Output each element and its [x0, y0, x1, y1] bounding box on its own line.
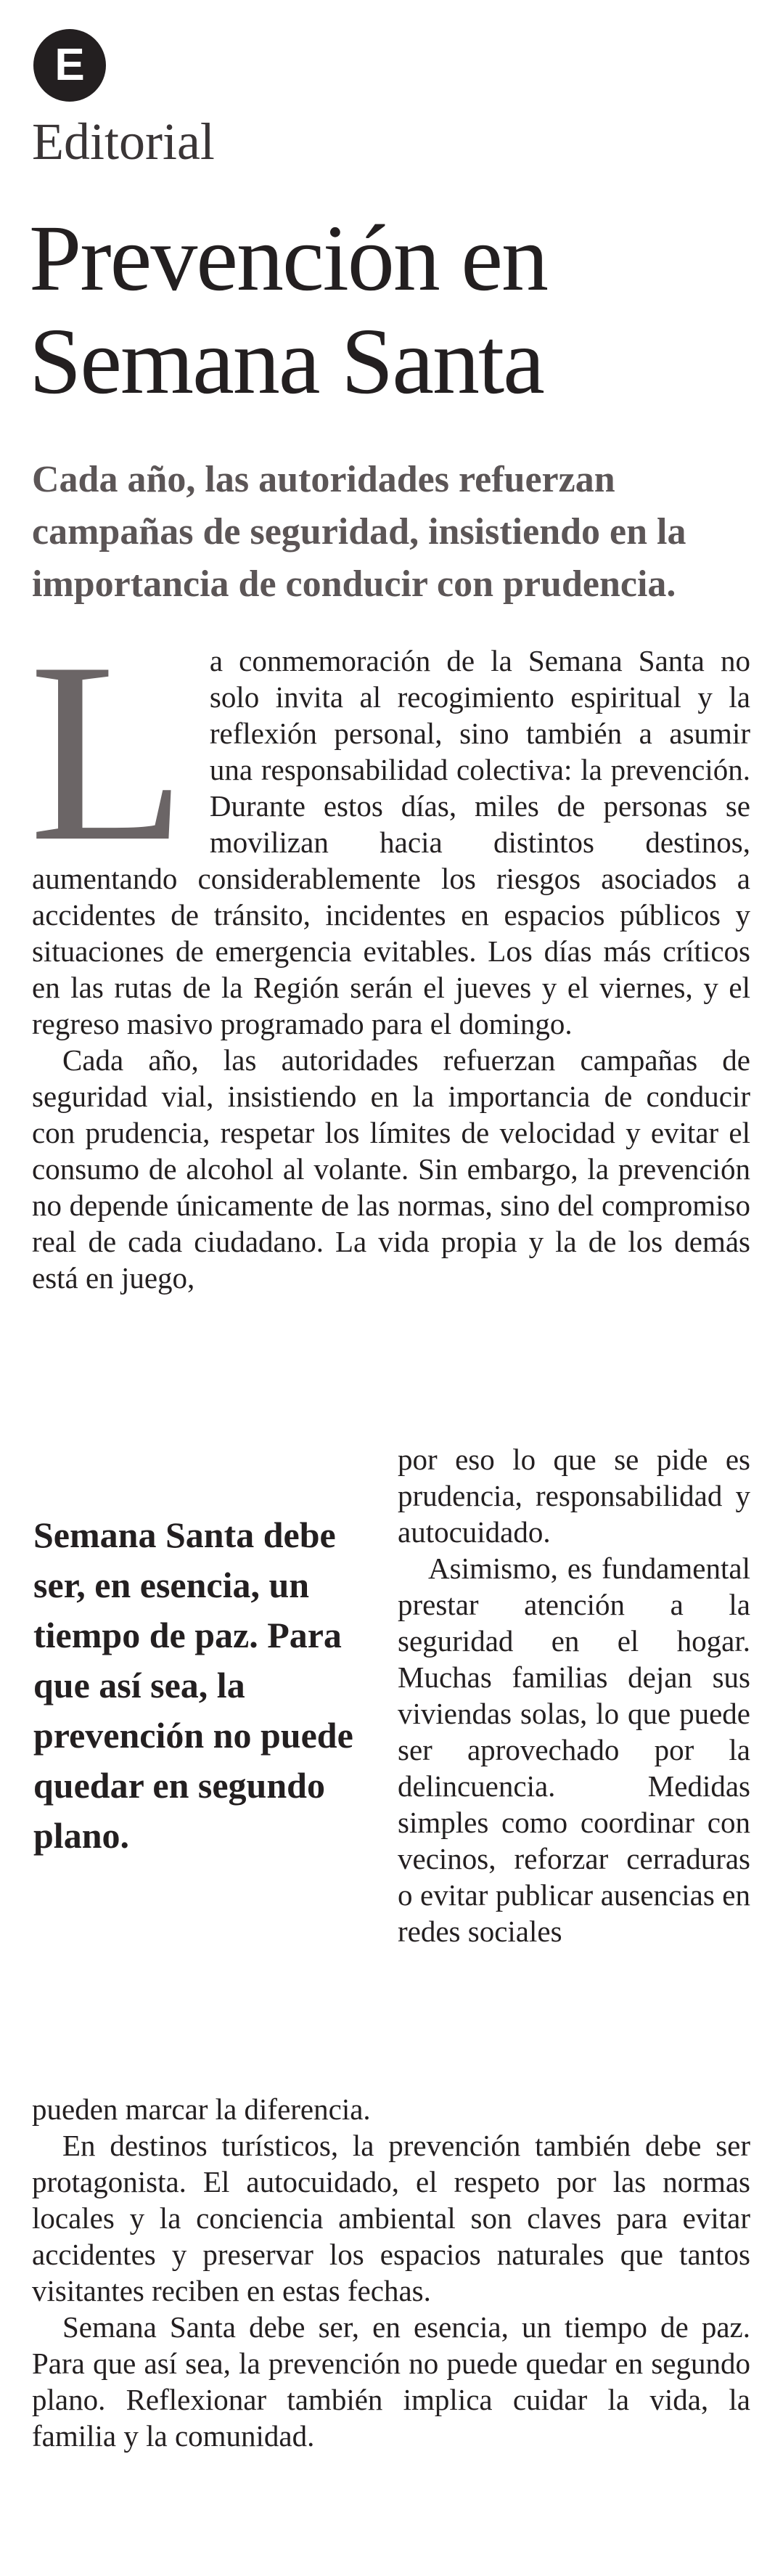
drop-cap: L — [29, 609, 186, 894]
column-paragraph-2: Asimismo, es fundamental prestar atención a la seguridad en el hogar. Muchas familias dejan sus viviendas solas, lo que puede ser aprovechado por la delincuencia. Medidas simples como coordinar con vecinos, reforzar cerraduras o evitar publicar ausencias en redes sociales — [398, 1552, 750, 1948]
pull-quote: Semana Santa debe ser, en esencia, un tiempo de paz. Para que así sea, la prevención no puede quedar en segundo plano. — [33, 1515, 353, 1856]
section-badge: E — [33, 29, 106, 102]
paragraph-4: En destinos turísticos, la prevención también debe ser protagonista. El autocuidado, el respeto por las normas locales y la conciencia ambiental son claves para evitar accidentes y preservar los espacios naturales que tantos visitantes reciben en estas fechas. — [32, 2129, 750, 2307]
article-body-right-column — [398, 1441, 750, 1949]
column-paragraph-1: por eso lo que se pide es prudencia, responsabilidad y autocuidado. — [398, 1443, 750, 1549]
paragraph-1-text: a conmemoración de la Semana Santa no solo invita al recogimiento espiritual y la reflexión personal, sino también a asumir una responsabilidad colectiva: la prevención. Durante estos días, miles de personas se movilizan hacia distintos destinos, aumentando considerablemente los riesgos asociados a accidentes de tránsito, incidentes en espacios públicos y situaciones de emergencia evitables. Los días más críticos en las rutas de la Región serán el jueves y el viernes, y el regreso masivo programado para el domingo. — [32, 644, 750, 1040]
paragraph-5: Semana Santa debe ser, en esencia, un tiempo de paz. Para que así sea, la prevención no puede quedar en segundo plano. Reflexionar también implica cuidar la vida, la familia y la comunidad. — [32, 2310, 750, 2453]
subheadline: Cada año, las autoridades refuerzan campañas de seguridad, insistiendo en la importancia de conducir con prudencia. — [32, 459, 686, 605]
paragraph-1 — [29, 609, 750, 1042]
paragraph-3: pueden marcar la diferencia. — [32, 2092, 371, 2126]
headline: Prevención en Semana Santa — [29, 206, 548, 414]
article-body-bottom — [32, 2091, 750, 2454]
article-body-top — [29, 609, 750, 1296]
paragraph-2: Cada año, las autoridades refuerzan campañas de seguridad vial, insistiendo en la importancia de conducir con prudencia, respetar los límites de velocidad y evitar el consumo de alcohol al volante. Sin embargo, la prevención no depende únicamente de las normas, sino del compromiso real de cada ciudadano. La vida propia y la de los demás está en juego, — [32, 1043, 750, 1295]
section-label: Editorial — [32, 113, 215, 171]
